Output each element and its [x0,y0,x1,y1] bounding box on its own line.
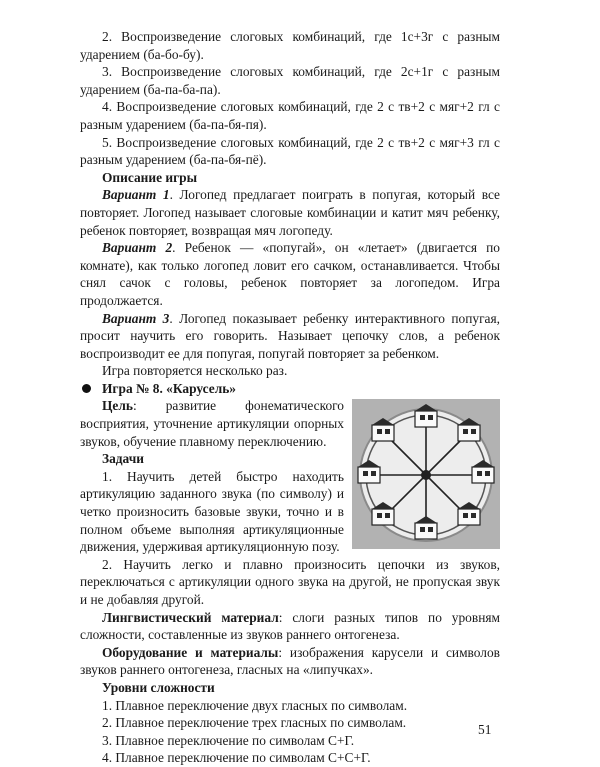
level-item: 2. Плавное переключение трех гласных по символам. [102,715,407,731]
variant-paragraph [80,239,500,309]
intro-item: 2. Воспроизведение слоговых комбинаций, где 1с+3г с разным ударением (ба-бо-бу). [80,29,500,62]
equipment-label: Оборудование и материалы [102,644,279,660]
variant-text: . Логопед показывает ребенку интерактивного попугая, просит научить его говорить. Называет цепочку слов, а ребенок воспроизводит ее для попугая, попугай повторяет за ребенком. [80,310,501,361]
level-item: 1. Плавное переключение двух гласных по символам. [102,697,408,713]
equipment-paragraph [80,644,500,679]
task-1: 1. Научить детей быстро находить артикуляцию заданного звука (по символу) и четко произносить базовые звуки, точно и в полном объеме выполняя артикуляционные движения, удерживая артикуляционную позу. [80,468,344,555]
linguistic-text: : слоги разных типов по уровням сложности, составленные из звуков раннего онтогенеза. [80,609,501,643]
game8-title-text: Игра № 8. «Карусель» [102,380,236,396]
linguistic-label: Лингвистический материал [102,609,279,625]
equipment-text: : изображения карусели и символов звуков раннего онтогенеза, гласных на «липучках». [80,644,500,678]
task-2: 2. Научить легко и плавно произносить цепочки из звуков, переключаться с артикуляции одного звука на другой, не пропуская звук и не добавляя другой. [80,556,500,607]
goal-text: : развитие фонематического восприятия, уточнение артикуляции опорных звуков, обучение плавному переключению. [80,398,344,449]
level-item: 4. Плавное переключение по символам С+С+Г. [102,750,371,766]
intro-item: 4. Воспроизведение слоговых комбинаций, где 2 с тв+2 с мяг+2 гл с разным ударением (ба-па-бя-пя). [80,99,500,132]
carousel-illustration [352,399,500,549]
page-number: 51 [478,722,492,737]
variant-text: . Ребенок — «попугай», он «летает» (двигается по комнате), как только логопед ловит его сачком, останавливается. Чтобы снял сачок с головы, ребенок повторяет за логопедом. Игра продолжается. [80,240,500,308]
closing-line: Игра повторяется несколько раз. [102,363,288,379]
goal-label: Цель [102,398,133,414]
variant-text: . Логопед предлагает поиграть в попугая, который все повторяет. Логопед называет слоговые комбинации и катит мяч ребенку, ребенок повторяет, возвращая мяч логопеду. [80,187,500,238]
levels-heading: Уровни сложности [102,679,215,695]
game-description-heading: Описание игры [102,169,198,185]
tasks-heading: Задачи [102,451,144,467]
game8-title [80,380,500,398]
intro-item: 5. Воспроизведение слоговых комбинаций, где 2 с тв+2 с мяг+3 гл с разным ударением (ба-па-бя-пё). [80,134,500,168]
linguistic-paragraph [80,609,500,644]
variant-label: Вариант 3 [102,310,170,326]
variant-label: Вариант 2 [102,240,173,256]
variant-paragraph [80,310,500,363]
variant-paragraph [80,186,500,239]
level-item: 3. Плавное переключение по символам С+Г. [102,732,355,748]
game8-body [80,397,500,555]
book-page [80,28,500,767]
bullet-icon [82,384,91,393]
intro-item: 3. Воспроизведение слоговых комбинаций, где 2с+1г с разным ударением (ба-па-ба-па). [80,64,500,97]
variant-label: Вариант 1 [102,187,170,203]
carousel-photo [352,399,500,549]
